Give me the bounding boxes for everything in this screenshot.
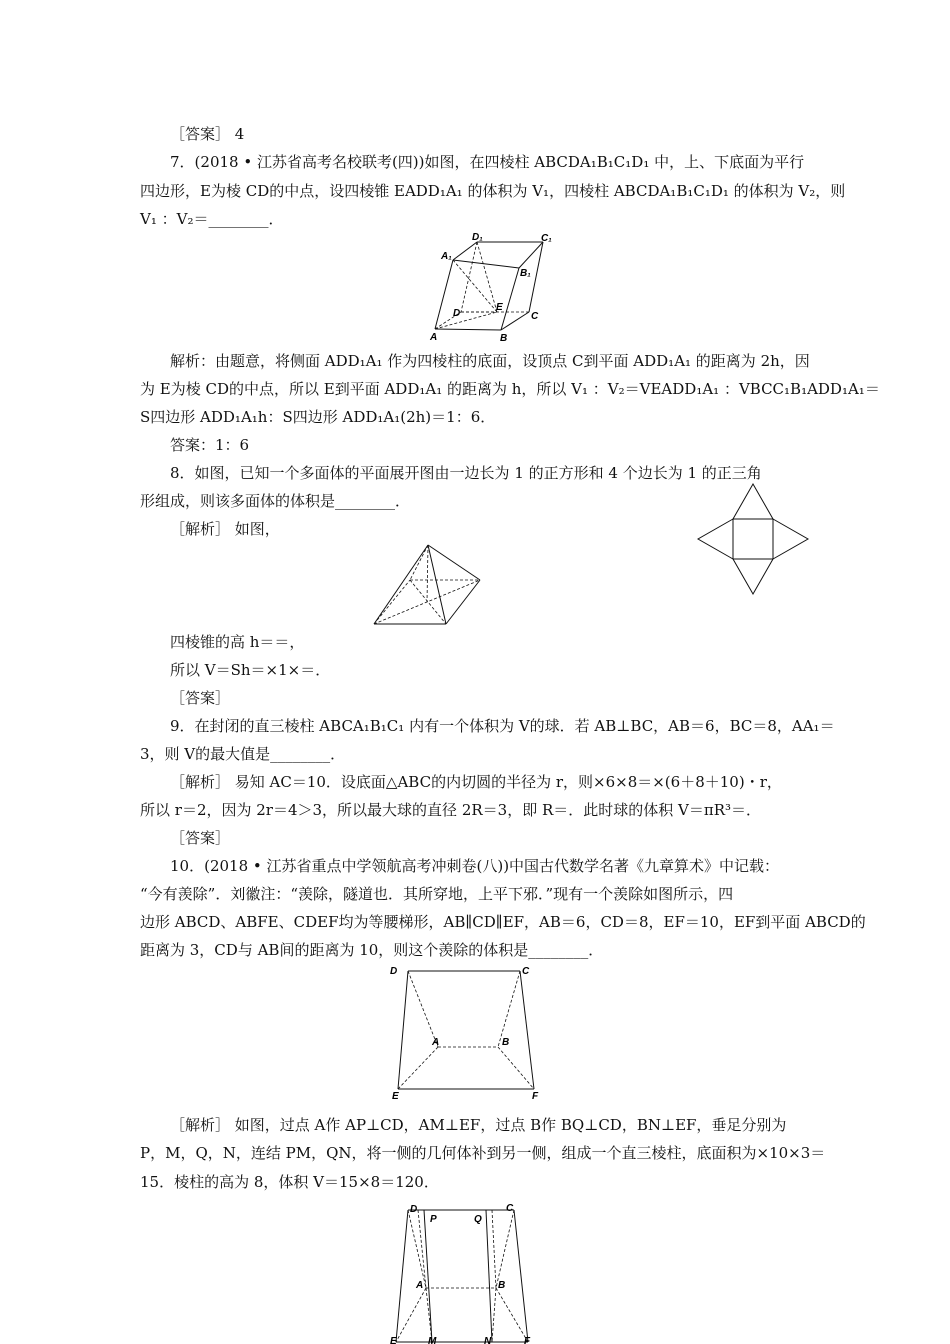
label-C: C [531, 311, 539, 322]
label-C: C [522, 966, 530, 977]
label-C: C [506, 1203, 514, 1214]
solution-7-line-2: 为 E为棱 CD的中点，所以 E到平面 ADD₁A₁ 的距离为 h，所以 V₁ ：V₂＝VEADD₁A₁ ：VBCC₁B₁ADD₁A₁＝ [140, 380, 880, 398]
net-figure [694, 480, 812, 598]
solution-10-line-1: ［解析］ 如图，过点 A作 AP⊥CD，AM⊥EF，过点 B作 BQ⊥CD，BN⊥EF，垂足分别为 [170, 1116, 787, 1134]
label-F: F [524, 1336, 531, 1344]
solution-8-line-3: 所以 V＝Sh＝×1×＝． [170, 661, 331, 679]
xianchu-figure [390, 963, 550, 1101]
label-F: F [532, 1091, 539, 1101]
label-D: D [390, 966, 398, 977]
answer-8: ［答案］ [170, 689, 231, 707]
question-8-line-1: 8．如图，已知一个多面体的平面展开图由一边长为 1 的正方形和 4 个边长为 1 的正三角 [170, 464, 762, 482]
label-C1: C₁ [541, 233, 552, 244]
label-B: B [498, 1280, 506, 1291]
question-7-line-2: 四边形，E为棱 CD的中点，设四棱锥 EADD₁A₁ 的体积为 V₁，四棱柱 ABCDA₁B₁C₁D₁ 的体积为 V₂，则 [140, 182, 846, 200]
label-P: P [430, 1214, 437, 1225]
label-N: N [484, 1336, 492, 1344]
label-D1: D₁ [472, 232, 483, 243]
label-D: D [410, 1204, 418, 1215]
question-8-line-2: 形组成，则该多面体的体积是________． [140, 492, 411, 510]
solution-9-line-1: ［解析］ 易知 AC＝10．设底面△ABC的内切圆的半径为 r，则×6×8＝×(6＋8＋10)・r， [170, 773, 782, 791]
label-E: E [392, 1091, 399, 1101]
solution-8-line-1: ［解析］ 如图， [170, 520, 280, 538]
solution-8-line-2: 四棱锥的高 h＝＝， [170, 633, 305, 651]
label-B: B [502, 1037, 510, 1048]
answer-7: 答案：1：6 [170, 436, 250, 454]
answer-6: ［答案］ 4 [170, 125, 245, 143]
label-A1: A₁ [441, 251, 452, 262]
question-10-line-1: 10．(2018 • 江苏省重点中学领航高考冲刺卷(八))中国古代数学名著《九章算术》中记载： [170, 857, 780, 875]
solution-7-line-1: 解析：由题意，将侧面 ADD₁A₁ 作为四棱柱的底面，设顶点 C到平面 ADD₁A₁ 的距离为 2h，因 [170, 352, 810, 370]
answer-9: ［答案］ [170, 829, 231, 847]
solution-9-line-2: 所以 r＝2，因为 2r＝4＞3，所以最大球的直径 2R＝3，即 R＝．此时球的体积 V＝πR³＝． [140, 801, 762, 819]
question-10-line-4: 距离为 3，CD与 AB间的距离为 10，则这个羡除的体积是________． [140, 941, 604, 959]
label-B1: B₁ [520, 268, 531, 279]
question-7-line-3: V₁ ：V₂＝________． [140, 210, 284, 228]
label-A: A [432, 1037, 440, 1048]
question-9-line-1: 9．在封闭的直三棱柱 ABCA₁B₁C₁ 内有一个体积为 V的球．若 AB⊥BC，AB＝6，BC＝8，AA₁＝ [170, 717, 835, 735]
question-7-line-1: 7．(2018 • 江苏省高考名校联考(四))如图，在四棱柱 ABCDA₁B₁C₁D₁ 中，上、下底面为平行 [170, 153, 805, 171]
solution-10-line-2: P，M，Q，N，连结 PM，QN，将一侧的几何体补到另一侧，组成一个直三棱柱，底面积为×10×3＝ [140, 1144, 826, 1162]
question-10-line-3: 边形 ABCD、ABFE、CDEF均为等腰梯形，AB∥CD∥EF，AB＝6，CD＝8，EF＝10，EF到平面 ABCD的 [140, 913, 866, 931]
solution-10-line-3: 15．棱柱的高为 8，体积 V＝15×8＝120． [140, 1173, 439, 1191]
label-A: A [430, 332, 438, 343]
pyramid-figure [370, 542, 485, 628]
xianchu-decomposition-figure [388, 1200, 548, 1344]
label-D: D [453, 308, 461, 319]
label-M: M [428, 1336, 437, 1344]
label-E: E [390, 1336, 397, 1344]
question-10-line-2: “今有羡除”．刘徽注：“羡除，隧道也．其所穿地，上平下邪．”现有一个羡除如图所示，四 [140, 885, 734, 903]
label-Q: Q [474, 1214, 482, 1225]
label-B: B [500, 333, 508, 344]
label-E: E [496, 302, 503, 313]
question-9-line-2: 3，则 V的最大值是________． [140, 745, 346, 763]
solution-7-line-3: S四边形 ADD₁A₁h：S四边形 ADD₁A₁(2h)＝1：6． [140, 408, 496, 426]
label-A: A [416, 1280, 424, 1291]
prism-figure [425, 232, 560, 347]
